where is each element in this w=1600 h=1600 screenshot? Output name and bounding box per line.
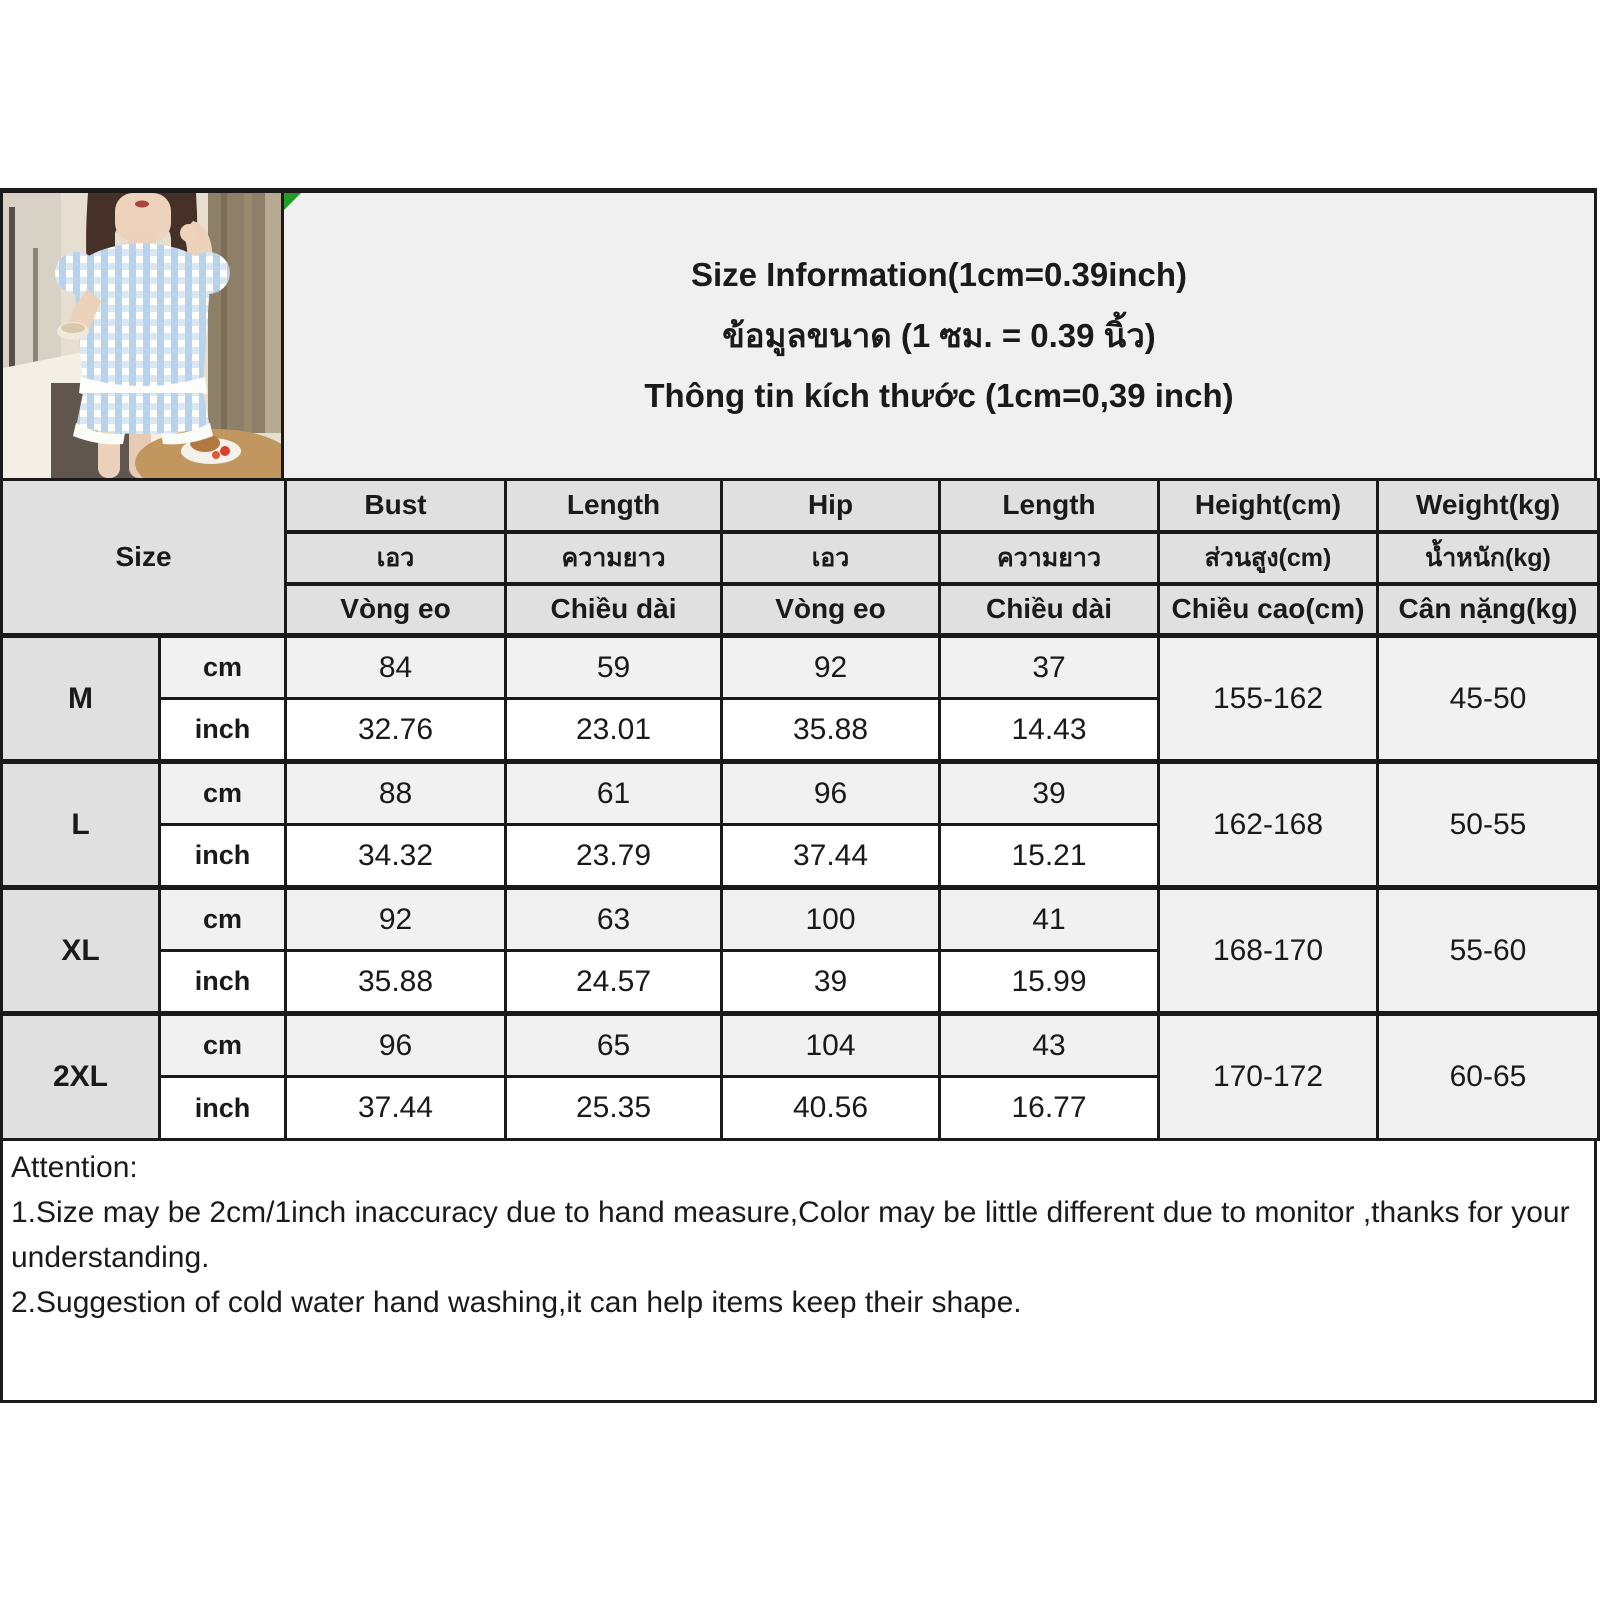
top-band	[0, 188, 1597, 478]
value-cell: 15.99	[940, 951, 1159, 1014]
value-cell: 59	[506, 636, 722, 699]
value-cell: 23.01	[506, 699, 722, 762]
unit-cell-cm: cm	[160, 1014, 286, 1077]
value-cell: 39	[722, 951, 940, 1014]
title-box	[284, 193, 1594, 478]
value-cell: 23.79	[506, 825, 722, 888]
height-range-cell: 155-162	[1159, 636, 1378, 762]
col-header-length1-th: ความยาว	[506, 532, 722, 584]
value-cell: 40.56	[722, 1077, 940, 1140]
row-l-cm	[2, 762, 1599, 825]
col-header-height-th: ส่วนสูง(cm)	[1159, 532, 1378, 584]
unit-cell-cm: cm	[160, 888, 286, 951]
size-cell-xl: XL	[2, 888, 160, 1014]
value-cell: 63	[506, 888, 722, 951]
value-cell: 88	[286, 762, 506, 825]
value-cell: 35.88	[286, 951, 506, 1014]
value-cell: 24.57	[506, 951, 722, 1014]
value-cell: 61	[506, 762, 722, 825]
weight-range-cell: 60-65	[1378, 1014, 1599, 1140]
value-cell: 104	[722, 1014, 940, 1077]
col-header-length1-vi: Chiều dài	[506, 584, 722, 636]
unit-cell-cm: cm	[160, 636, 286, 699]
col-header-length1-en: Length	[506, 480, 722, 532]
value-cell: 96	[286, 1014, 506, 1077]
value-cell: 43	[940, 1014, 1159, 1077]
table-and-notes	[0, 478, 1597, 1403]
value-cell: 14.43	[940, 699, 1159, 762]
row-xl-cm	[2, 888, 1599, 951]
value-cell: 100	[722, 888, 940, 951]
col-header-length2-th: ความยาว	[940, 532, 1159, 584]
col-header-length2-en: Length	[940, 480, 1159, 532]
col-header-height-vi: Chiều cao(cm)	[1159, 584, 1378, 636]
page-title-vi: Thông tin kích thước (1cm=0,39 inch)	[644, 377, 1234, 414]
value-cell: 16.77	[940, 1077, 1159, 1140]
weight-range-cell: 55-60	[1378, 888, 1599, 1014]
value-cell: 92	[286, 888, 506, 951]
value-cell: 84	[286, 636, 506, 699]
attention-note-2: 2.Suggestion of cold water hand washing,it can help items keep their shape.	[11, 1286, 1022, 1319]
col-header-hip-en: Hip	[722, 480, 940, 532]
value-cell: 15.21	[940, 825, 1159, 888]
size-table	[0, 478, 1600, 1141]
unit-cell-cm: cm	[160, 762, 286, 825]
value-cell: 37.44	[286, 1077, 506, 1140]
value-cell: 41	[940, 888, 1159, 951]
unit-cell-inch: inch	[160, 1077, 286, 1140]
col-header-hip-vi: Vòng eo	[722, 584, 940, 636]
green-corner-marker	[284, 193, 301, 210]
value-cell: 37.44	[722, 825, 940, 888]
size-corner-label: Size	[2, 480, 286, 636]
product-photo	[3, 193, 284, 478]
header-row-en	[2, 480, 1599, 532]
col-header-weight-vi: Cân nặng(kg)	[1378, 584, 1599, 636]
height-range-cell: 170-172	[1159, 1014, 1378, 1140]
height-range-cell: 162-168	[1159, 762, 1378, 888]
attention-heading: Attention:	[11, 1151, 138, 1184]
col-header-hip-th: เอว	[722, 532, 940, 584]
row-2xl-cm	[2, 1014, 1599, 1077]
value-cell: 39	[940, 762, 1159, 825]
attention-note-1: 1.Size may be 2cm/1inch inaccuracy due to hand measure,Color may be little different due to monitor ,thanks for your understanding.	[11, 1196, 1570, 1274]
value-cell: 25.35	[506, 1077, 722, 1140]
page-title-th: ข้อมูลขนาด (1 ซม. = 0.39 นิ้ว)	[722, 317, 1156, 354]
page-title-en: Size Information(1cm=0.39inch)	[690, 256, 1188, 293]
value-cell: 65	[506, 1014, 722, 1077]
col-header-weight-en: Weight(kg)	[1378, 480, 1599, 532]
value-cell: 34.32	[286, 825, 506, 888]
col-header-bust-vi: Vòng eo	[286, 584, 506, 636]
value-cell: 96	[722, 762, 940, 825]
weight-range-cell: 50-55	[1378, 762, 1599, 888]
col-header-weight-th: น้ำหนัก(kg)	[1378, 532, 1599, 584]
unit-cell-inch: inch	[160, 825, 286, 888]
product-photo-illustration	[3, 193, 281, 478]
size-cell-m: M	[2, 636, 160, 762]
size-cell-l: L	[2, 762, 160, 888]
unit-cell-inch: inch	[160, 951, 286, 1014]
col-header-length2-vi: Chiều dài	[940, 584, 1159, 636]
value-cell: 92	[722, 636, 940, 699]
col-header-bust-en: Bust	[286, 480, 506, 532]
weight-range-cell: 45-50	[1378, 636, 1599, 762]
row-m-cm	[2, 636, 1599, 699]
height-range-cell: 168-170	[1159, 888, 1378, 1014]
value-cell: 37	[940, 636, 1159, 699]
value-cell: 35.88	[722, 699, 940, 762]
col-header-height-en: Height(cm)	[1159, 480, 1378, 532]
col-header-bust-th: เอว	[286, 532, 506, 584]
unit-cell-inch: inch	[160, 699, 286, 762]
size-cell-2xl: 2XL	[2, 1014, 160, 1140]
value-cell: 32.76	[286, 699, 506, 762]
attention-notes	[0, 1141, 1597, 1403]
